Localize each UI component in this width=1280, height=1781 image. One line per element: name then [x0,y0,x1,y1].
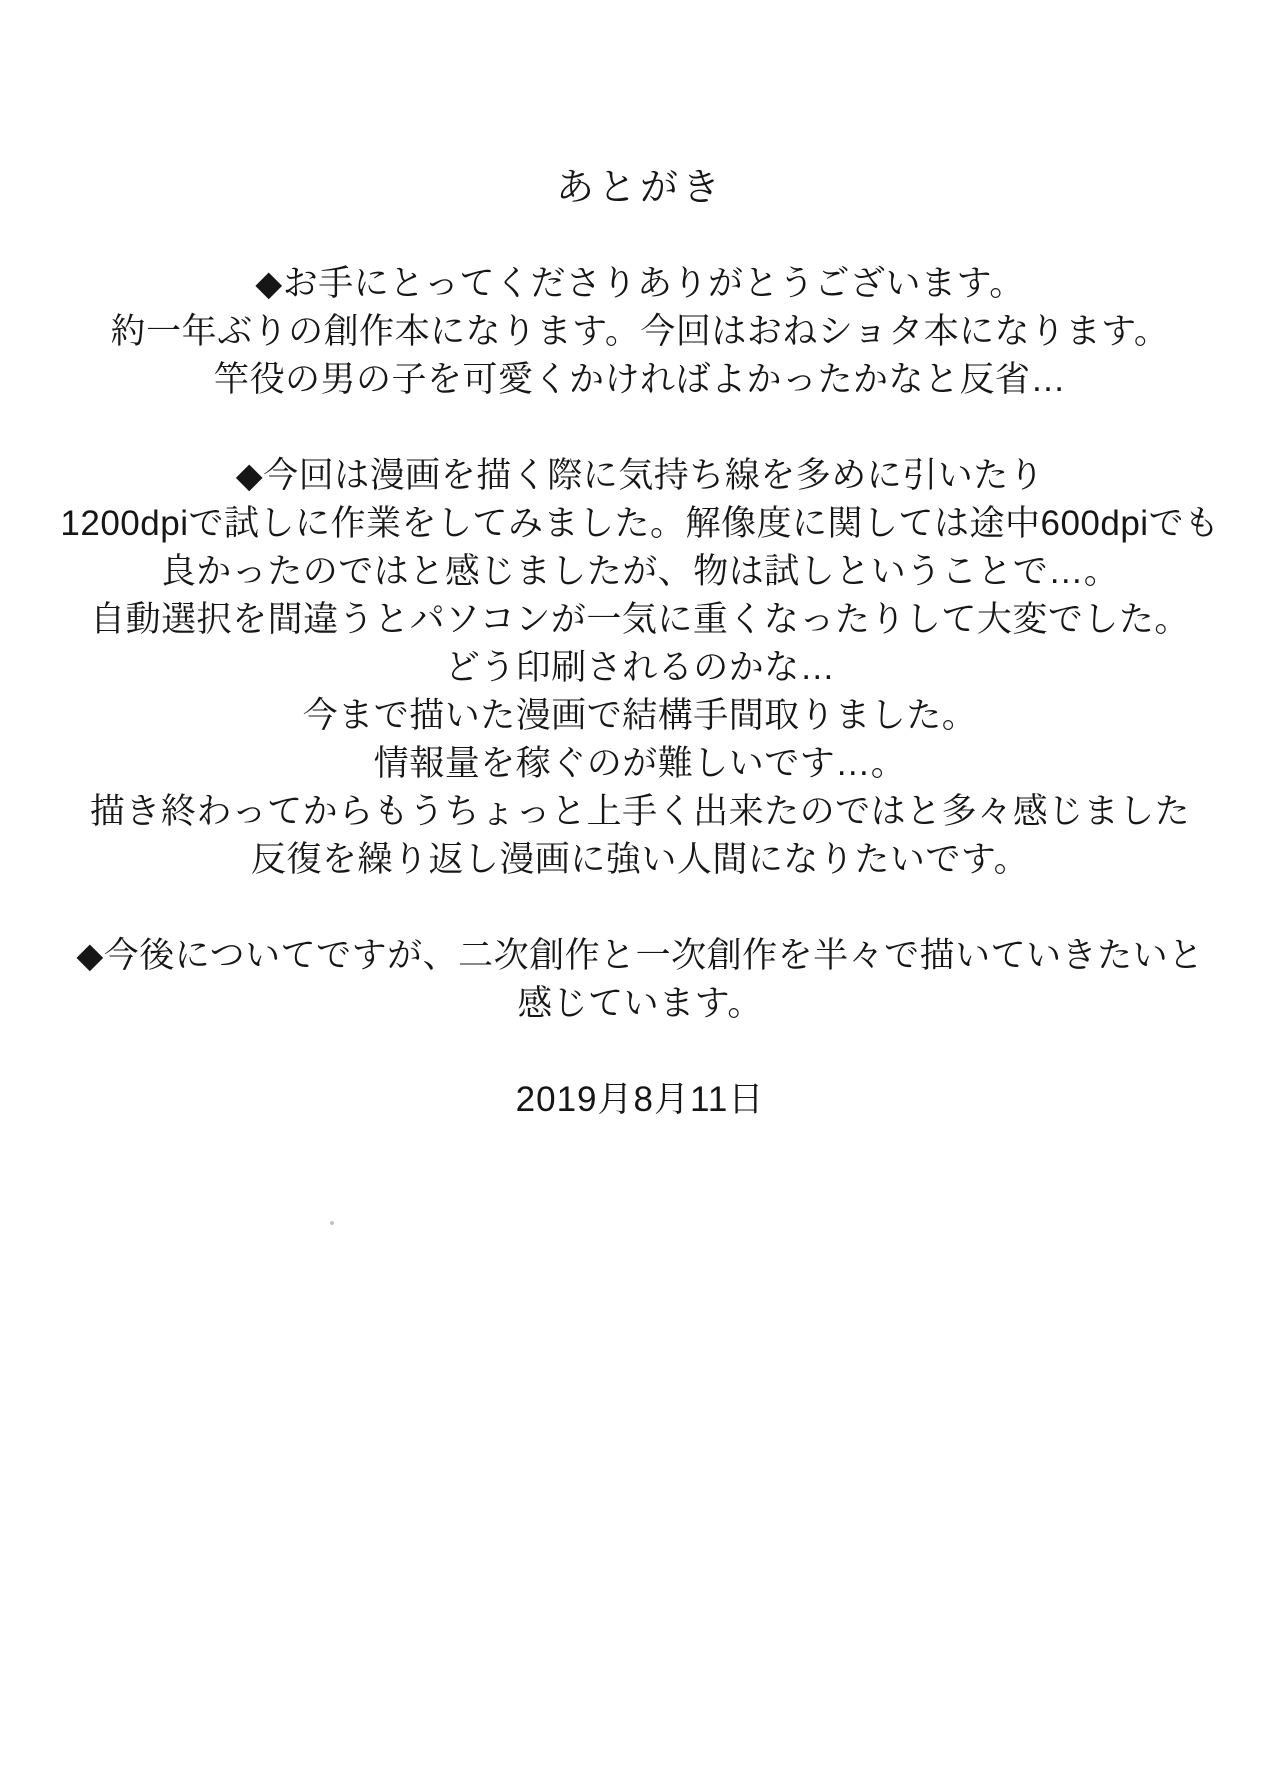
afterword-line: 情報量を稼ぐのが難しいです…。 [373,744,907,783]
section-gap [20,1028,1260,1076]
afterword-line: どう印刷されるのかな… [444,648,836,687]
paragraph-future [20,932,1260,1028]
afterword-line: 反復を繰り返し漫画に強い人間になりたいです。 [250,840,1030,879]
afterword-line: ◆今後についてですが、二次創作と一次創作を半々で描いていきたいと [76,936,1204,975]
afterword-line: 自動選択を間違うとパソコンが一気に重くなったりして大変でした。 [90,600,1190,639]
afterword-line: ◆今回は漫画を描く際に気持ち線を多めに引いたり [235,456,1045,495]
afterword-line: 今まで描いた漫画で結構手間取りました。 [302,696,978,735]
section-gap [20,884,1260,932]
afterword-line: 約一年ぶりの創作本になります。今回はおねショタ本になります。 [110,312,1170,351]
afterword-line: ◆お手にとってくださりありがとうございます。 [255,264,1025,303]
paragraph-thanks [20,260,1260,404]
page-title: あとがき [555,167,724,209]
section-gap [20,212,1260,260]
paragraph-process [20,452,1260,884]
afterword-line: 良かったのではと感じましたが、物は試しということで…。 [160,552,1120,591]
date-line: 2019月8月11日 [515,1080,765,1119]
scan-artifact-speck [330,1221,334,1225]
afterword-line: 描き終わってからもうちょっと上手く出来たのではと多々感じました [89,792,1191,831]
afterword-line: 1200dpiで試しに作業をしてみました。解像度に関しては途中600dpiでも [60,504,1220,543]
afterword-line: 竿役の男の子を可愛くかければよかったかなと反省… [213,360,1066,399]
afterword-line: 感じています。 [517,984,763,1023]
section-gap [20,404,1260,452]
